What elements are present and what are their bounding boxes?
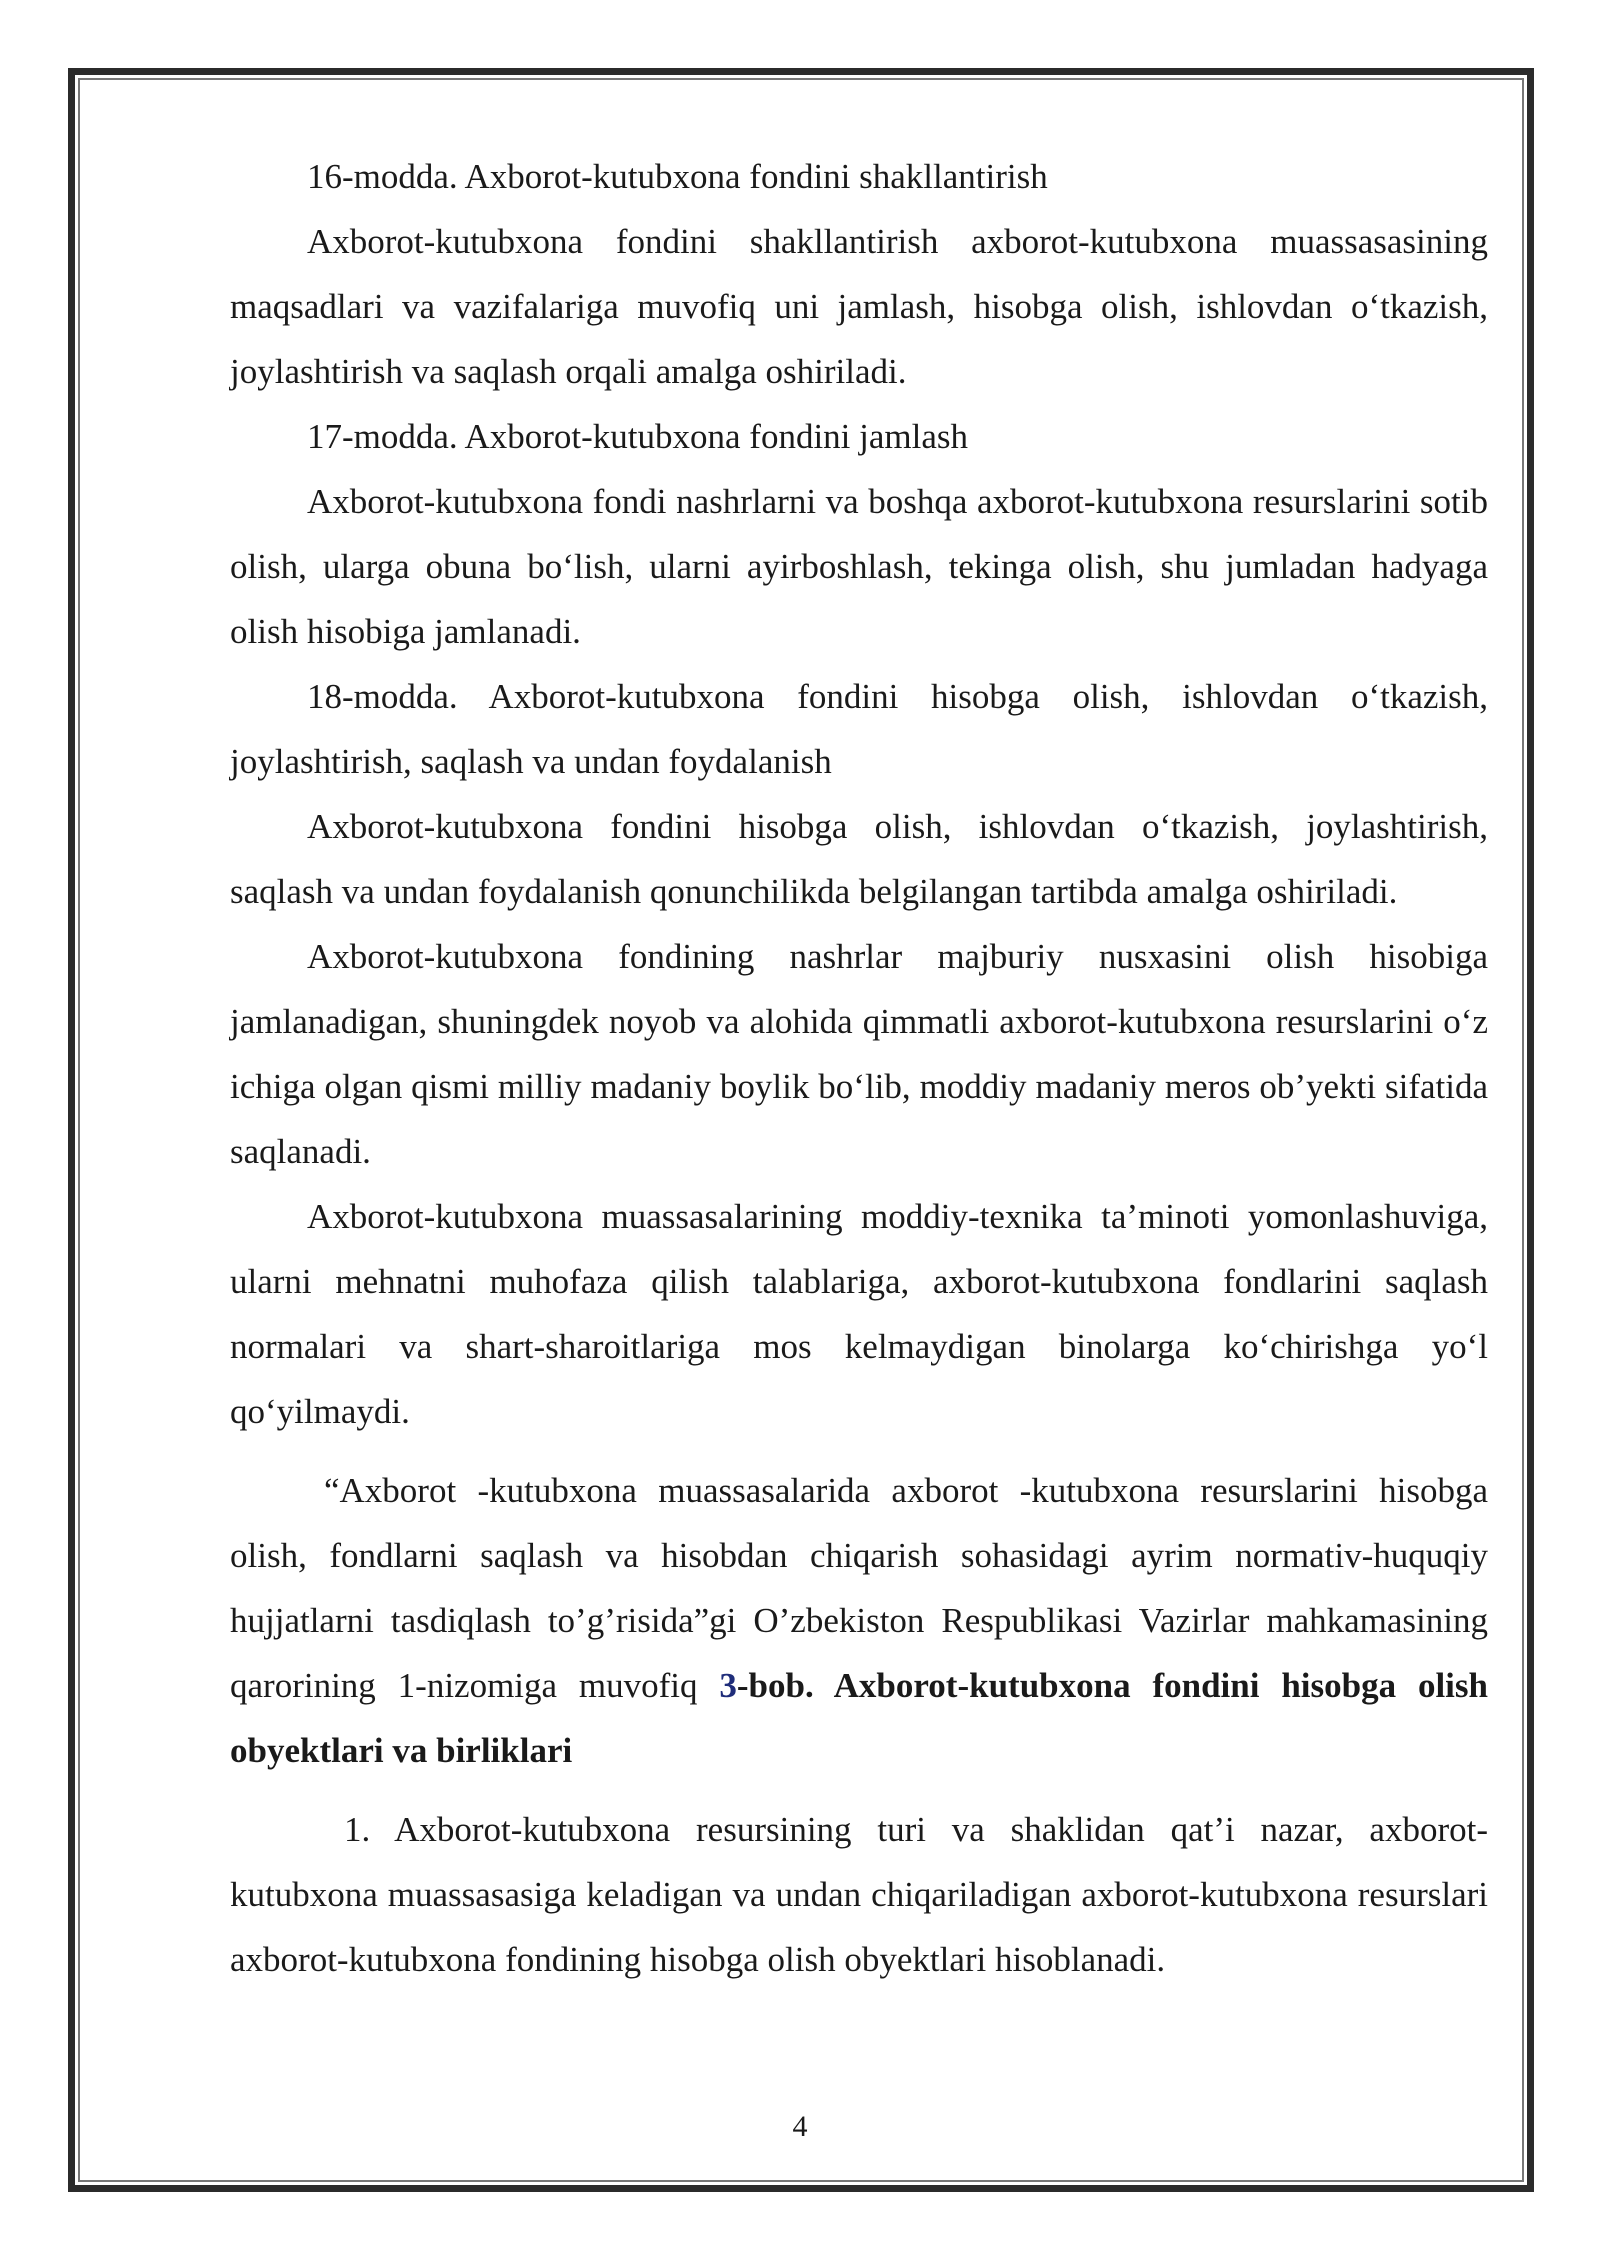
quote-text: “Axborot -kutubxona muassasalarida axborot -kutubxona resurslarini hisobga olish, fondlarni saqlash va hisobdan chiqarish sohasidagi ayrim normativ-huquqiy hujjatlarni tasdiqlash to’g’risida”gi O’zbekiston Respublikasi Vazirlar mahkamasining qarorining 1-nizomiga muvofiq: [230, 1471, 1488, 1705]
chapter-title: -bob. Axborot-kutubxona fondini hisobga olish obyektlari va birliklari: [230, 1666, 1488, 1770]
article-18-body-1: Axborot-kutubxona fondini hisobga olish, ishlovdan o‘tkazish, joylashtirish, saqlash va undan foydalanish qonunchilikda belgilangan tartibda amalga oshiriladi.: [230, 807, 1488, 911]
list-item-1: 1. Axborot-kutubxona resursining turi va shaklidan qat’i nazar, axborot-kutubxona muassasasiga keladigan va undan chiqariladigan axborot-kutubxona resurslari axborot-kutubxona fondining hisobga olish obyektlari hisoblanadi.: [230, 1810, 1488, 1979]
resolution-quote: [230, 1458, 1488, 1783]
article-17-title: 17-modda. Axborot-kutubxona fondini jamlash: [307, 417, 969, 456]
document-body: [230, 144, 1488, 1992]
article-16-title: 16-modda. Axborot-kutubxona fondini shakllantirish: [307, 157, 1048, 196]
article-16-body: Axborot-kutubxona fondini shakllantirish axborot-kutubxona muassasasining maqsadlari va vazifalariga muvofiq uni jamlash, hisobga olish, ishlovdan o‘tkazish, joylashtirish va saqlash orqali amalga oshiriladi.: [230, 222, 1488, 391]
article-18-body-2: Axborot-kutubxona fondining nashrlar majburiy nusxasini olish hisobiga jamlanadigan, shuningdek noyob va alohida qimmatli axborot-kutubxona resurslarini o‘z ichiga olgan qismi milliy madaniy boylik bo‘lib, moddiy madaniy meros ob’yekti sifatida saqlanadi.: [230, 937, 1488, 1171]
article-17-body: Axborot-kutubxona fondi nashrlarni va boshqa axborot-kutubxona resurslarini sotib olish, ularga obuna bo‘lish, ularni ayirboshlash, tekinga olish, shu jumladan hadyaga olish hisobiga jamlanadi.: [230, 482, 1488, 651]
article-18-title: 18-modda. Axborot-kutubxona fondini hisobga olish, ishlovdan o‘tkazish, joylashtirish, saqlash va undan foydalanish: [230, 677, 1488, 781]
chapter-number: 3: [719, 1666, 737, 1705]
article-18-body-3: Axborot-kutubxona muassasalarining moddiy-texnika ta’minoti yomonlashuviga, ularni mehnatni muhofaza qilish talablariga, axborot-kutubxona fondlarini saqlash normalari va shart-sharoitlariga mos kelmaydigan binolarga ko‘chirishga yo‘l qo‘yilmaydi.: [230, 1197, 1488, 1431]
page-number: 4: [792, 2110, 808, 2143]
